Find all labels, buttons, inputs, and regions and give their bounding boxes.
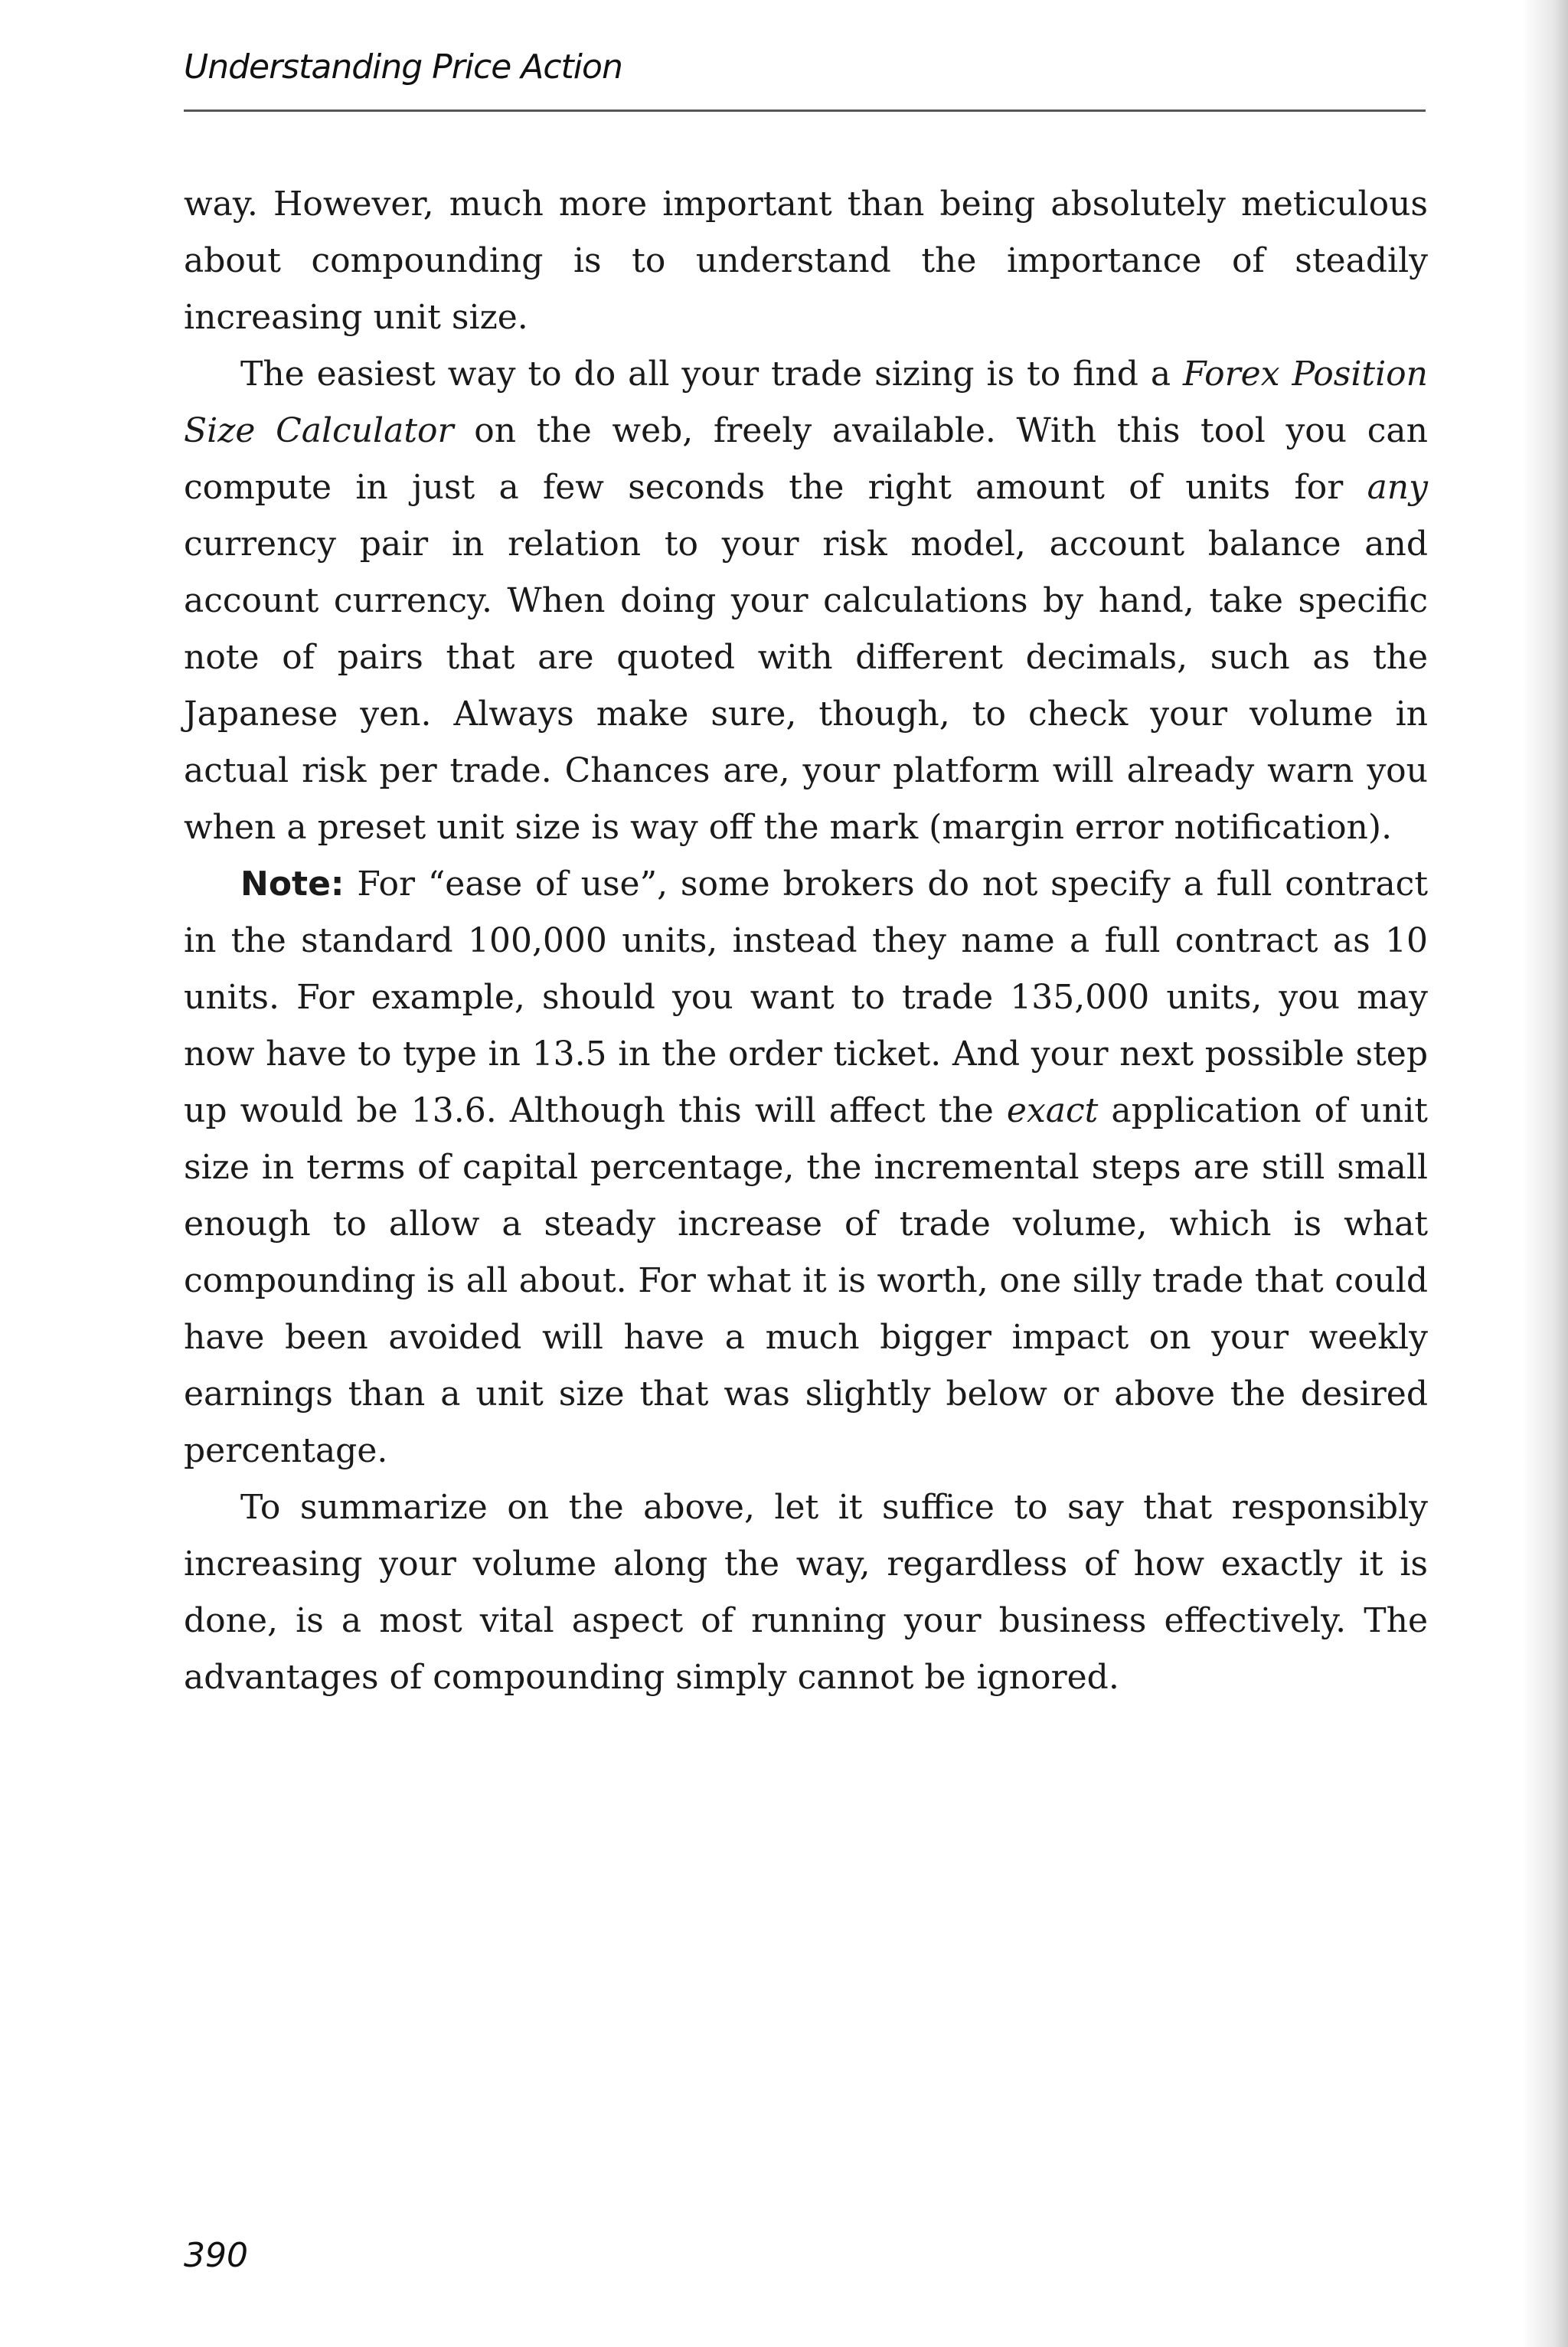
page-edge-shadow xyxy=(1522,0,1568,2347)
paragraph-1: way. However, much more important than being absolutely meticulous about compounding is to understand the importance of steadily increasing unit size. xyxy=(184,185,1428,337)
header-rule xyxy=(184,110,1426,112)
paragraph-3-emphasis-exact: exact xyxy=(1006,1091,1099,1130)
paragraph-2-text-a: The easiest way to do all your trade sizing is to find a xyxy=(240,355,1184,394)
paragraph-2-text-c: currency pair in relation to your risk model, account balance and account currency. When doing your calculations by hand, take specific note of pairs that are quoted with different decimals, such as the Japanese yen. Always make sure, though, to check your volume in actual risk per trade. Chances are, your platform will already warn you when a preset unit size is way off the mark (margin error notification). xyxy=(184,525,1428,847)
running-head: Understanding Price Action xyxy=(184,47,622,87)
paragraph-4: To summarize on the above, let it suffice to say that responsibly increasing your volume along the way, regardless of how exactly it is done, is a most vital aspect of running your business effectively. The advantages of compounding simply cannot be ignored. xyxy=(184,1488,1428,1697)
paragraph-3-note xyxy=(184,856,1428,1479)
paragraph-3-text-b: application of unit size in terms of capital percentage, the incremental steps are still small enough to allow a steady increase of trade volume, which is what compounding is all about. For what it is worth, one silly trade that could have been avoided will have a much bigger impact on your weekly earnings than a unit size that was slightly below or above the desired percentage. xyxy=(184,1091,1428,1470)
paragraph-2-text-b: on the web, freely available. With this tool you can compute in just a few seconds the right amount of units for xyxy=(184,411,1428,507)
paragraph-3-text-a: For “ease of use”, some brokers do not specify a full contract in the standard 100,000 units, instead they name a full contract as 10 units. For example, should you want to trade 135,000 units, you may now have to type in 13.5 in the order ticket. And your next possible step up would be 13.6. Although this will affect the xyxy=(184,865,1428,1130)
note-label: Note: xyxy=(240,865,345,904)
body-text xyxy=(184,176,1428,1706)
paragraph-2-emphasis-any: any xyxy=(1367,468,1428,507)
paragraph-2-emphasis-calculator: Forex Position Size Calculator xyxy=(184,355,1428,450)
page-number: 390 xyxy=(184,2236,248,2275)
paragraph-2 xyxy=(184,346,1428,856)
